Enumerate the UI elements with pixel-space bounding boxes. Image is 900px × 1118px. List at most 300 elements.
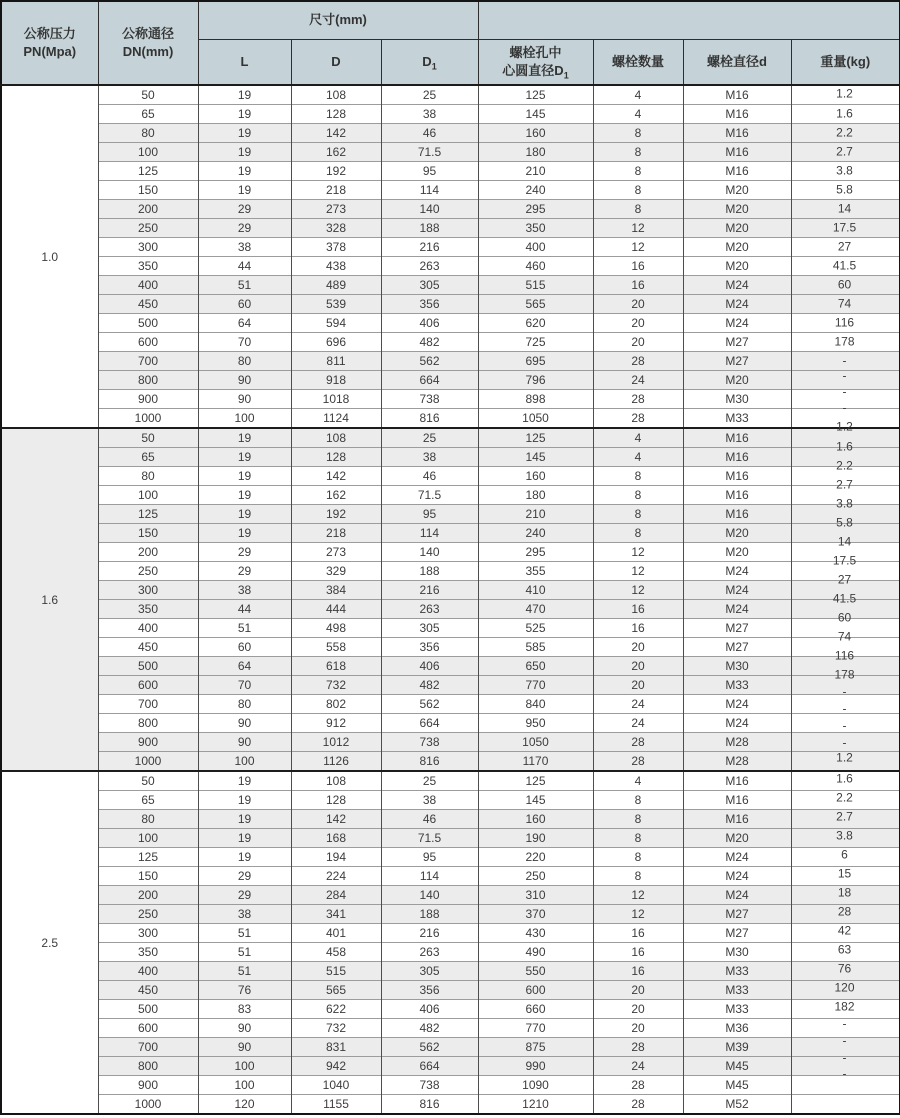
cell-bolt-circle: 515: [478, 276, 593, 295]
cell-bolt-diameter: M16: [683, 124, 791, 143]
cell-l: 29: [198, 867, 291, 886]
cell-d1: 216: [381, 581, 478, 600]
cell-bolt-count: 24: [593, 714, 683, 733]
cell-d1: 38: [381, 448, 478, 467]
cell-d: 802: [291, 695, 381, 714]
cell-l: 19: [198, 848, 291, 867]
cell-bolt-diameter: M30: [683, 657, 791, 676]
cell-weight: [791, 829, 900, 848]
weight-value: 18: [837, 885, 852, 900]
weight-value: -: [842, 400, 847, 415]
cell-weight: [791, 543, 900, 562]
cell-bolt-circle: 125: [478, 85, 593, 105]
cell-d: 831: [291, 1038, 381, 1057]
cell-dn: 1000: [98, 409, 198, 429]
cell-d1: 664: [381, 714, 478, 733]
cell-bolt-count: 20: [593, 295, 683, 314]
cell-l: 19: [198, 791, 291, 810]
cell-d1: 816: [381, 409, 478, 429]
cell-d: 284: [291, 886, 381, 905]
cell-d1: 95: [381, 505, 478, 524]
cell-l: 100: [198, 752, 291, 772]
weight-value: -: [842, 1066, 847, 1081]
cell-bolt-circle: 210: [478, 505, 593, 524]
spec-row: [1, 1057, 900, 1076]
cell-l: 19: [198, 524, 291, 543]
cell-dn: 1000: [98, 752, 198, 772]
cell-bolt-diameter: M27: [683, 905, 791, 924]
cell-l: 51: [198, 962, 291, 981]
cell-bolt-diameter: M28: [683, 752, 791, 772]
cell-d1: 188: [381, 219, 478, 238]
cell-weight: [791, 486, 900, 505]
weight-value: -: [842, 368, 847, 383]
cell-weight: [791, 124, 900, 143]
cell-d1: 482: [381, 333, 478, 352]
cell-bolt-diameter: M33: [683, 676, 791, 695]
cell-d: 224: [291, 867, 381, 886]
header-pressure: [1, 1, 98, 85]
cell-bolt-circle: 725: [478, 333, 593, 352]
cell-weight: [791, 791, 900, 810]
weight-value: 74: [837, 296, 852, 310]
cell-bolt-count: 8: [593, 867, 683, 886]
cell-bolt-circle: 410: [478, 581, 593, 600]
cell-bolt-count: 8: [593, 162, 683, 181]
cell-bolt-count: 12: [593, 581, 683, 600]
spec-row: [1, 1000, 900, 1019]
cell-dn: 400: [98, 276, 198, 295]
header-weight: 重量(kg): [791, 39, 900, 85]
cell-l: 80: [198, 352, 291, 371]
cell-weight: [791, 733, 900, 752]
cell-bolt-diameter: M30: [683, 943, 791, 962]
weight-value: 2.2: [836, 458, 853, 473]
cell-bolt-diameter: M16: [683, 467, 791, 486]
cell-d: 329: [291, 562, 381, 581]
cell-dn: 450: [98, 295, 198, 314]
cell-bolt-count: 8: [593, 200, 683, 219]
weight-value: -: [842, 353, 847, 367]
cell-weight: [791, 238, 900, 257]
cell-dn: 80: [98, 124, 198, 143]
spec-row: [1, 867, 900, 886]
cell-bolt-diameter: M16: [683, 771, 791, 791]
spec-row: [1, 505, 900, 524]
cell-l: 29: [198, 219, 291, 238]
cell-weight: [791, 524, 900, 543]
cell-bolt-count: 20: [593, 676, 683, 695]
cell-bolt-count: 20: [593, 981, 683, 1000]
spec-row: [1, 657, 900, 676]
cell-bolt-circle: 295: [478, 200, 593, 219]
cell-l: 19: [198, 505, 291, 524]
spec-row: [1, 1076, 900, 1095]
cell-dn: 700: [98, 695, 198, 714]
weight-value: -: [842, 718, 847, 733]
cell-bolt-diameter: M30: [683, 390, 791, 409]
cell-d: 438: [291, 257, 381, 276]
cell-bolt-diameter: M16: [683, 85, 791, 105]
cell-bolt-count: 16: [593, 257, 683, 276]
cell-d: 328: [291, 219, 381, 238]
weight-value: 1.2: [836, 750, 853, 765]
cell-dn: 200: [98, 200, 198, 219]
cell-bolt-circle: 125: [478, 428, 593, 448]
cell-d1: 406: [381, 314, 478, 333]
cell-d1: 263: [381, 943, 478, 962]
spec-row: [1, 981, 900, 1000]
cell-d: 218: [291, 181, 381, 200]
cell-bolt-diameter: M33: [683, 981, 791, 1000]
spec-row: [1, 200, 900, 219]
cell-bolt-circle: 840: [478, 695, 593, 714]
cell-bolt-diameter: M27: [683, 638, 791, 657]
cell-bolt-diameter: M16: [683, 448, 791, 467]
cell-bolt-count: 16: [593, 924, 683, 943]
cell-l: 70: [198, 676, 291, 695]
cell-l: 38: [198, 905, 291, 924]
cell-bolt-count: 12: [593, 562, 683, 581]
cell-l: 76: [198, 981, 291, 1000]
cell-bolt-diameter: M39: [683, 1038, 791, 1057]
cell-bolt-circle: 220: [478, 848, 593, 867]
cell-bolt-count: 28: [593, 752, 683, 772]
cell-d1: 216: [381, 238, 478, 257]
spec-row: [1, 486, 900, 505]
cell-weight: [791, 771, 900, 791]
cell-bolt-count: 16: [593, 619, 683, 638]
cell-weight: [791, 85, 900, 105]
cell-bolt-count: 28: [593, 409, 683, 429]
cell-d: 168: [291, 829, 381, 848]
weight-value: 182: [834, 999, 855, 1014]
weight-value: 5.8: [836, 515, 853, 530]
header-pressure-line1: 公称压力: [23, 26, 76, 42]
cell-bolt-count: 28: [593, 1076, 683, 1095]
cell-bolt-count: 12: [593, 219, 683, 238]
cell-d: 401: [291, 924, 381, 943]
cell-pn: 2.5: [1, 771, 98, 1114]
cell-bolt-diameter: M16: [683, 143, 791, 162]
cell-l: 90: [198, 733, 291, 752]
cell-bolt-count: 8: [593, 810, 683, 829]
spec-row: [1, 238, 900, 257]
cell-d1: 816: [381, 752, 478, 772]
cell-bolt-count: 28: [593, 1095, 683, 1115]
cell-d1: 406: [381, 657, 478, 676]
spec-row: [1, 314, 900, 333]
cell-dn: 350: [98, 257, 198, 276]
cell-bolt-count: 12: [593, 543, 683, 562]
cell-bolt-circle: 950: [478, 714, 593, 733]
cell-weight: [791, 352, 900, 371]
spec-row: [1, 219, 900, 238]
cell-bolt-count: 4: [593, 448, 683, 467]
cell-d: 458: [291, 943, 381, 962]
cell-d: 1155: [291, 1095, 381, 1115]
cell-d: 1124: [291, 409, 381, 429]
cell-weight: [791, 1095, 900, 1115]
cell-weight: [791, 1076, 900, 1095]
cell-bolt-count: 8: [593, 829, 683, 848]
cell-dn: 300: [98, 924, 198, 943]
cell-bolt-count: 12: [593, 905, 683, 924]
cell-dn: 150: [98, 181, 198, 200]
cell-l: 29: [198, 200, 291, 219]
cell-bolt-count: 20: [593, 1000, 683, 1019]
cell-d1: 71.5: [381, 486, 478, 505]
header-bolt-circle-line2: 心圆直径D: [502, 62, 564, 78]
cell-weight: [791, 943, 900, 962]
cell-weight: [791, 276, 900, 295]
cell-weight: [791, 657, 900, 676]
cell-d: 539: [291, 295, 381, 314]
cell-d: 192: [291, 505, 381, 524]
cell-d: 696: [291, 333, 381, 352]
cell-dn: 300: [98, 238, 198, 257]
cell-d1: 71.5: [381, 829, 478, 848]
cell-dn: 100: [98, 143, 198, 162]
cell-bolt-circle: 1050: [478, 409, 593, 429]
spec-row: [1, 390, 900, 409]
cell-d1: 406: [381, 1000, 478, 1019]
cell-d1: 356: [381, 295, 478, 314]
cell-d1: 38: [381, 105, 478, 124]
cell-d: 194: [291, 848, 381, 867]
cell-dn: 500: [98, 314, 198, 333]
header-D1: $D_1$: [381, 39, 478, 85]
weight-value: -: [842, 1016, 847, 1031]
weight-value: 60: [837, 277, 852, 291]
cell-d: 378: [291, 238, 381, 257]
cell-bolt-diameter: M20: [683, 219, 791, 238]
header-L: L: [198, 39, 291, 85]
cell-bolt-circle: 370: [478, 905, 593, 924]
cell-l: 60: [198, 638, 291, 657]
cell-d1: 356: [381, 981, 478, 1000]
spec-row: [1, 352, 900, 371]
weight-value: 1.6: [836, 106, 853, 120]
cell-dn: 800: [98, 371, 198, 390]
cell-dn: 300: [98, 581, 198, 600]
cell-bolt-diameter: M20: [683, 524, 791, 543]
spec-row: [1, 1019, 900, 1038]
header-dn: [98, 1, 198, 85]
cell-d: 444: [291, 600, 381, 619]
cell-bolt-count: 20: [593, 333, 683, 352]
cell-dn: 600: [98, 1019, 198, 1038]
cell-l: 120: [198, 1095, 291, 1115]
cell-weight: [791, 981, 900, 1000]
cell-bolt-diameter: M27: [683, 352, 791, 371]
cell-dn: 700: [98, 352, 198, 371]
cell-dn: 150: [98, 867, 198, 886]
cell-bolt-circle: 145: [478, 448, 593, 467]
cell-dn: 900: [98, 390, 198, 409]
weight-value: 3.8: [836, 496, 853, 511]
cell-l: 44: [198, 600, 291, 619]
header-group-dimensions: 尺寸(mm): [198, 1, 478, 39]
cell-weight: [791, 105, 900, 124]
spec-row: [1, 276, 900, 295]
cell-bolt-count: 16: [593, 600, 683, 619]
cell-dn: 125: [98, 505, 198, 524]
cell-weight: [791, 428, 900, 448]
cell-weight: [791, 162, 900, 181]
cell-d: 618: [291, 657, 381, 676]
cell-bolt-diameter: M45: [683, 1076, 791, 1095]
weight-value: 3.8: [836, 163, 853, 177]
cell-d: 142: [291, 810, 381, 829]
weight-value: 1.2: [836, 419, 853, 434]
cell-dn: 600: [98, 676, 198, 695]
spec-row: [1, 448, 900, 467]
cell-bolt-count: 4: [593, 105, 683, 124]
cell-bolt-circle: 355: [478, 562, 593, 581]
cell-bolt-diameter: M33: [683, 1000, 791, 1019]
cell-d: 1018: [291, 390, 381, 409]
cell-bolt-diameter: M24: [683, 867, 791, 886]
spec-row: [1, 162, 900, 181]
cell-dn: 500: [98, 1000, 198, 1019]
cell-weight: [791, 714, 900, 733]
cell-dn: 400: [98, 619, 198, 638]
table-header: [1, 1, 900, 85]
cell-dn: 350: [98, 600, 198, 619]
cell-d1: 738: [381, 1076, 478, 1095]
cell-bolt-diameter: M16: [683, 486, 791, 505]
cell-d: 498: [291, 619, 381, 638]
cell-bolt-diameter: M20: [683, 257, 791, 276]
cell-l: 19: [198, 428, 291, 448]
cell-d1: 25: [381, 771, 478, 791]
cell-dn: 200: [98, 886, 198, 905]
cell-d: 384: [291, 581, 381, 600]
cell-bolt-diameter: M24: [683, 600, 791, 619]
cell-d1: 816: [381, 1095, 478, 1115]
spec-row: [1, 962, 900, 981]
cell-bolt-circle: 1210: [478, 1095, 593, 1115]
weight-value: -: [842, 735, 847, 750]
weight-value: 116: [834, 315, 855, 329]
cell-bolt-diameter: M20: [683, 181, 791, 200]
cell-weight: [791, 1038, 900, 1057]
cell-bolt-circle: 875: [478, 1038, 593, 1057]
cell-l: 51: [198, 276, 291, 295]
weight-value: 76: [837, 961, 852, 976]
header-dn-line2: DN(mm): [122, 44, 174, 59]
cell-d: 594: [291, 314, 381, 333]
cell-d: 142: [291, 467, 381, 486]
weight-value: -: [842, 701, 847, 716]
cell-d1: 46: [381, 467, 478, 486]
cell-weight: [791, 562, 900, 581]
table-body: [1, 85, 900, 1114]
cell-weight: [791, 219, 900, 238]
weight-value: 27: [837, 572, 852, 587]
weight-value: 116: [834, 648, 855, 663]
cell-bolt-diameter: M24: [683, 581, 791, 600]
spec-row: [1, 638, 900, 657]
cell-d1: 562: [381, 695, 478, 714]
cell-l: 90: [198, 1019, 291, 1038]
weight-value: -: [842, 384, 847, 399]
cell-bolt-circle: 180: [478, 486, 593, 505]
cell-bolt-count: 20: [593, 314, 683, 333]
weight-value: 6: [841, 847, 848, 862]
weight-value: 120: [834, 980, 855, 995]
cell-bolt-diameter: M24: [683, 562, 791, 581]
cell-dn: 125: [98, 162, 198, 181]
cell-dn: 800: [98, 714, 198, 733]
spec-row: [1, 467, 900, 486]
cell-bolt-circle: 240: [478, 524, 593, 543]
cell-d1: 46: [381, 810, 478, 829]
spec-row: [1, 181, 900, 200]
cell-dn: 80: [98, 467, 198, 486]
cell-bolt-diameter: M24: [683, 848, 791, 867]
cell-bolt-diameter: M24: [683, 695, 791, 714]
spec-row: [1, 333, 900, 352]
cell-bolt-count: 8: [593, 467, 683, 486]
spec-row: [1, 886, 900, 905]
weight-value: 60: [837, 610, 852, 625]
cell-weight: [791, 619, 900, 638]
cell-d: 108: [291, 428, 381, 448]
cell-d: 912: [291, 714, 381, 733]
cell-d1: 664: [381, 1057, 478, 1076]
spec-row: [1, 810, 900, 829]
cell-l: 90: [198, 714, 291, 733]
cell-bolt-diameter: M27: [683, 924, 791, 943]
cell-d: 515: [291, 962, 381, 981]
cell-d: 489: [291, 276, 381, 295]
header-bolt-diameter: 螺栓直径d: [683, 39, 791, 85]
weight-value: 1.6: [836, 771, 853, 786]
cell-d1: 114: [381, 867, 478, 886]
cell-bolt-circle: 145: [478, 105, 593, 124]
cell-d: 341: [291, 905, 381, 924]
cell-d: 811: [291, 352, 381, 371]
cell-weight: [791, 848, 900, 867]
cell-bolt-count: 8: [593, 524, 683, 543]
cell-bolt-circle: 650: [478, 657, 593, 676]
cell-bolt-count: 28: [593, 1038, 683, 1057]
cell-bolt-circle: 620: [478, 314, 593, 333]
cell-bolt-diameter: M20: [683, 238, 791, 257]
spec-row: [1, 409, 900, 429]
cell-d: 108: [291, 771, 381, 791]
cell-bolt-circle: 160: [478, 124, 593, 143]
cell-weight: [791, 390, 900, 409]
weight-value: 41.5: [832, 258, 857, 272]
cell-weight: [791, 810, 900, 829]
cell-d: 192: [291, 162, 381, 181]
cell-bolt-count: 8: [593, 505, 683, 524]
weight-value: -: [842, 1050, 847, 1065]
spec-row: [1, 733, 900, 752]
cell-dn: 150: [98, 524, 198, 543]
cell-d: 918: [291, 371, 381, 390]
cell-bolt-circle: 145: [478, 791, 593, 810]
cell-d: 558: [291, 638, 381, 657]
cell-l: 90: [198, 390, 291, 409]
weight-value: 28: [837, 904, 852, 919]
cell-pn: 1.0: [1, 85, 98, 428]
cell-d: 622: [291, 1000, 381, 1019]
cell-bolt-circle: 585: [478, 638, 593, 657]
